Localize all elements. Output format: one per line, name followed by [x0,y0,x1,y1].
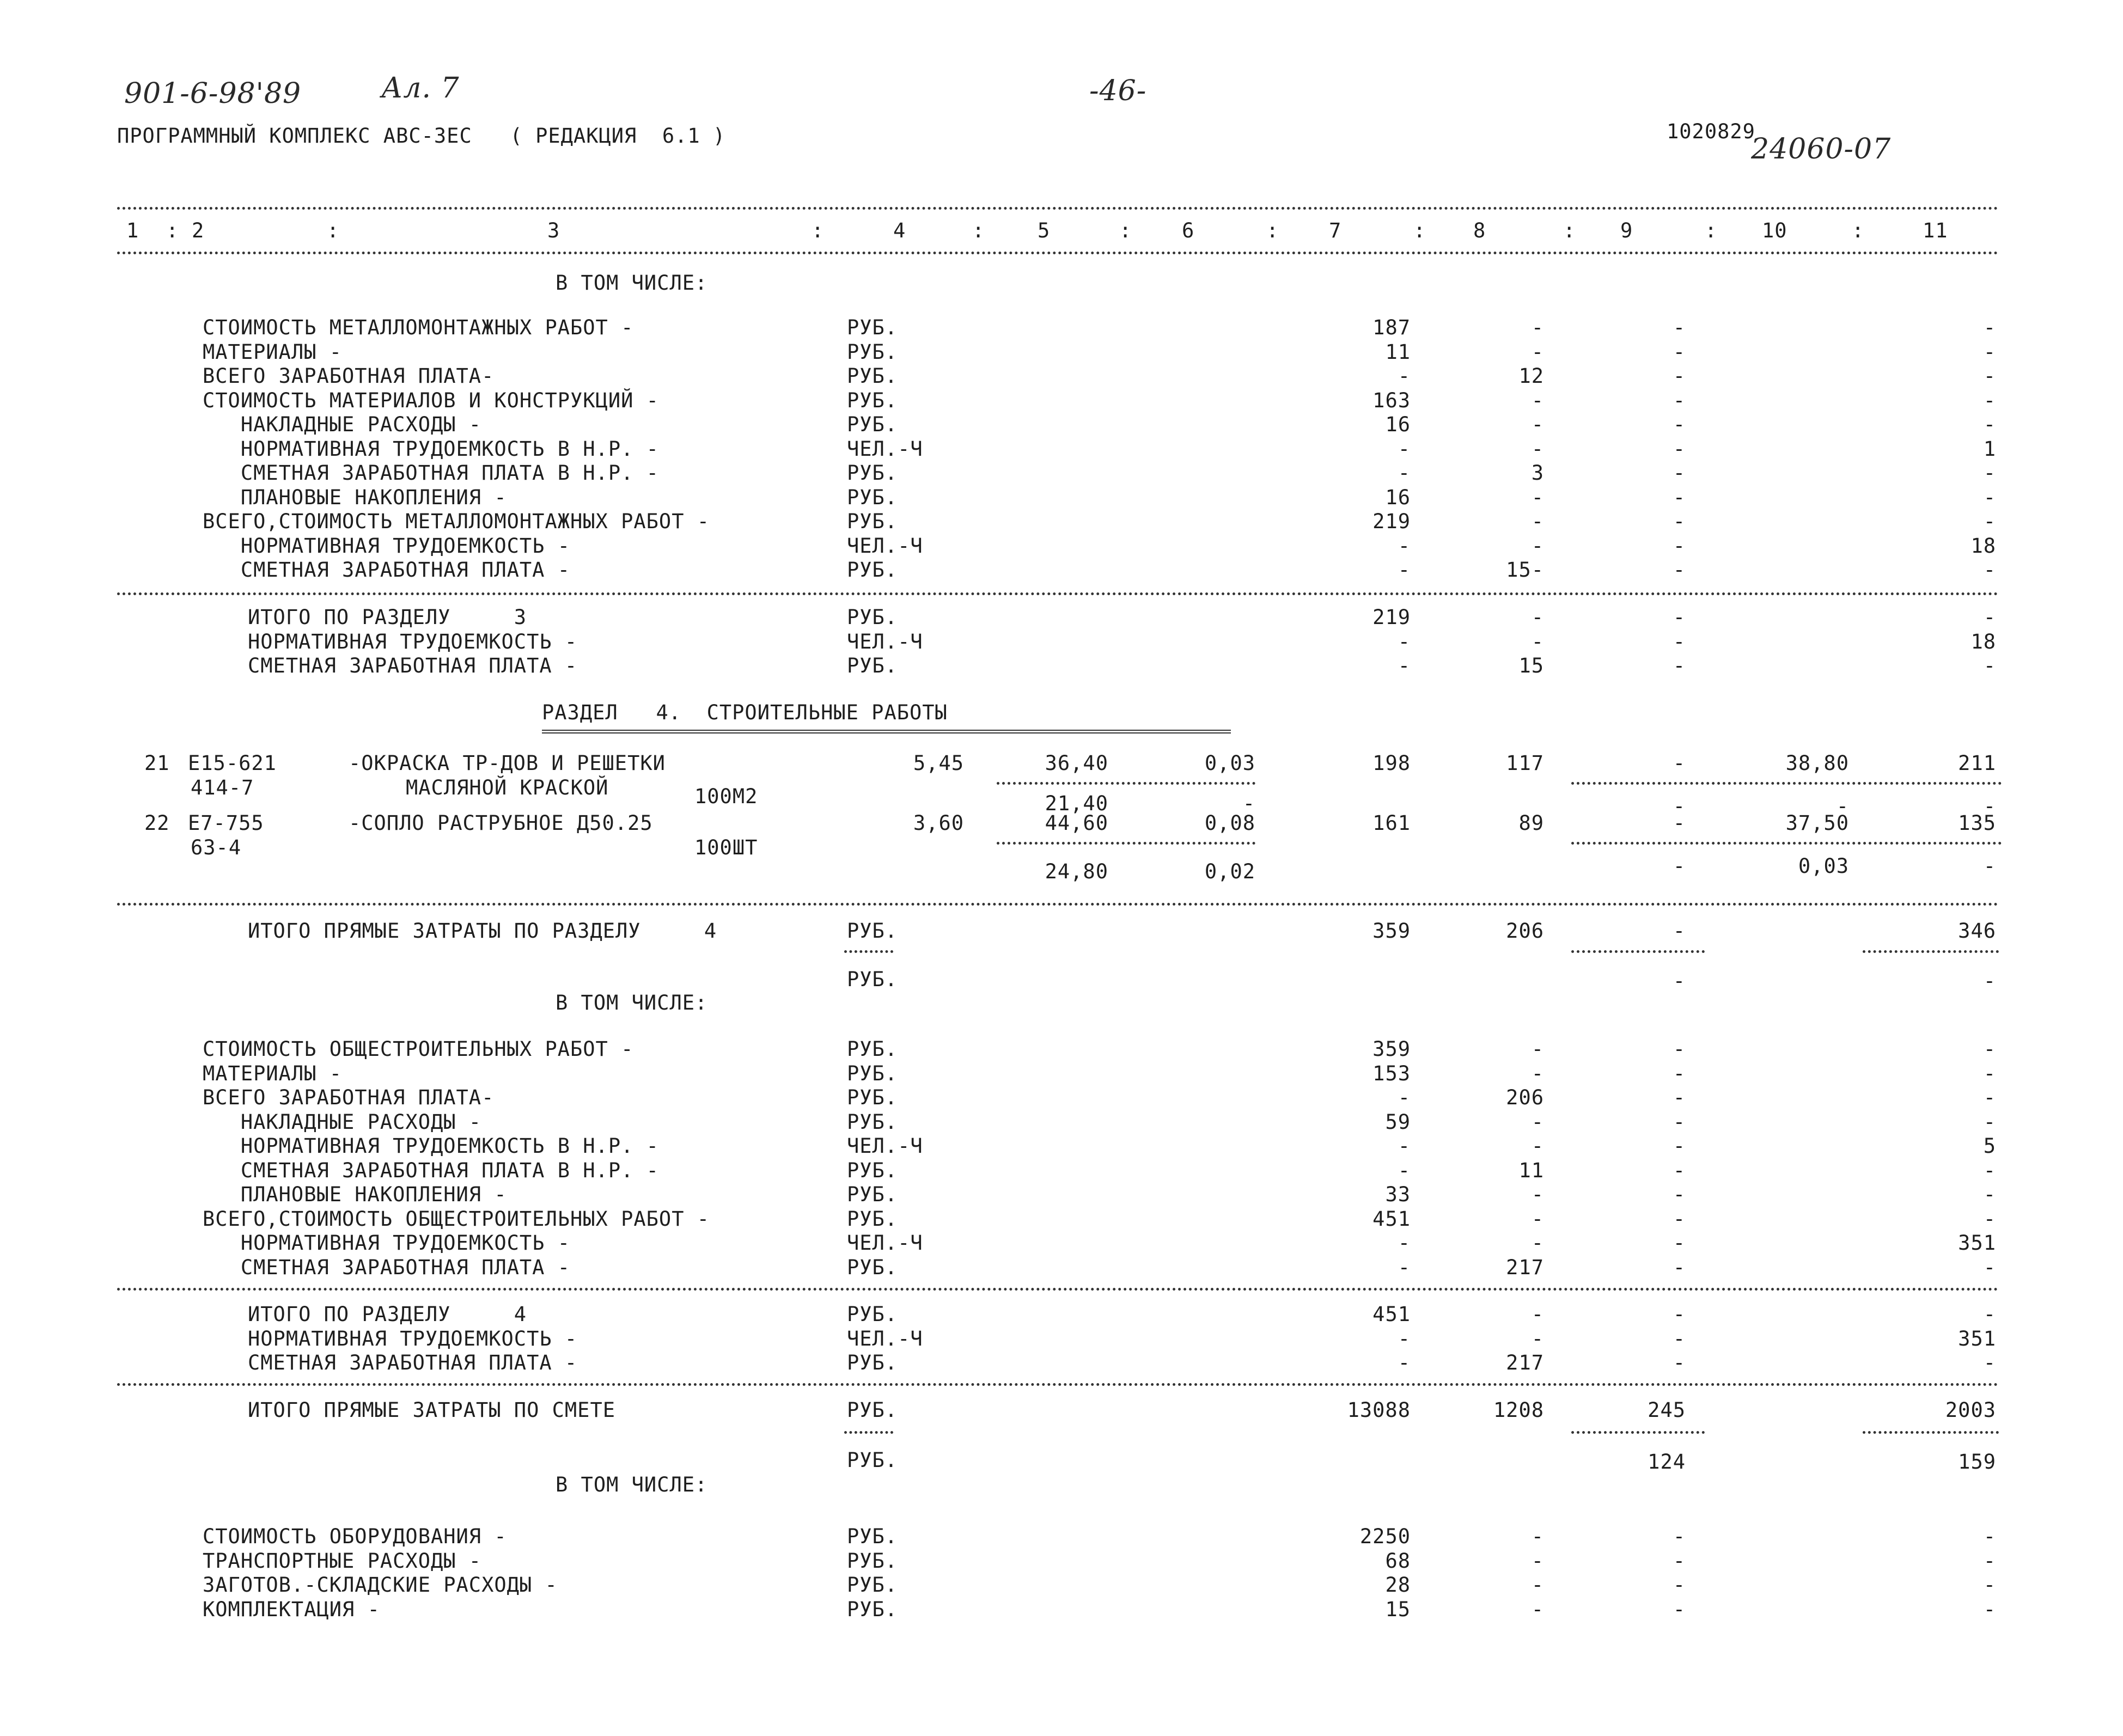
column-number: 2 [192,219,205,242]
row-label: СМЕТНАЯ ЗАРАБОТНАЯ ПЛАТА - [248,1351,578,1374]
cell-col9: - [1673,1037,1686,1061]
cell-col8: 217 [1506,1255,1544,1279]
row-unit: РУБ. [847,364,898,388]
cell-col9: - [1673,654,1686,677]
row-label: КОМПЛЕКТАЦИЯ - [203,1597,380,1621]
cell-col9: - [1673,1525,1686,1548]
cell-col11: 2003 [1945,1398,1996,1422]
cell-col7: - [1398,364,1411,388]
cell-col8: 89 [1518,811,1544,835]
column-number: 8 [1473,219,1486,242]
cell-col7: - [1398,1086,1411,1109]
subtotal-underline [1863,1431,1999,1434]
inventory-number: 24060-07 [1751,133,1892,166]
cell-col9: - [1673,919,1686,943]
item-number: 22 [144,811,170,835]
cell-col8: - [1531,1303,1544,1326]
document-code: 901-6-98'89 [124,77,302,110]
column-separator: : [166,219,179,242]
cell-col11b: - [1983,969,1996,993]
cell-col11: 5 [1983,1134,1996,1158]
cell-col11: - [1983,558,1996,582]
cell-col9: - [1673,485,1686,509]
cell-col8: - [1531,437,1544,461]
row-unit: РУБ. [847,1448,898,1472]
row-label: НОРМАТИВНАЯ ТРУДОЕМКОСТЬ - [248,1327,578,1350]
cell-col7: 187 [1372,316,1411,339]
row-label: СТОИМОСТЬ МАТЕРИАЛОВ И КОНСТРУКЦИЙ - [203,388,659,412]
row-label: НОРМАТИВНАЯ ТРУДОЕМКОСТЬ - [203,1231,571,1255]
cell-col11: - [1983,1207,1996,1231]
cell-col9b: - [1673,794,1686,818]
column-number: 11 [1923,219,1948,242]
section-divider [117,1288,1999,1291]
item-name: -ОКРАСКА ТР-ДОВ И РЕШЕТКИ [349,751,666,775]
row-unit: РУБ. [847,388,898,412]
row-unit: РУБ. [847,1573,898,1597]
cell-col8: - [1531,413,1544,436]
cell-col11: - [1983,413,1996,436]
section-divider [117,1383,1999,1386]
row-unit: РУБ. [847,485,898,509]
program-title: ПРОГРАММНЫЙ КОМПЛЕКС АВС-3ЕС ( РЕДАКЦИЯ 6.1 ) [117,124,726,148]
cell-col11: 351 [1958,1327,1996,1350]
row-label: НОРМАТИВНАЯ ТРУДОЕМКОСТЬ В Н.Р. - [203,437,659,461]
row-unit: РУБ. [847,1183,898,1206]
cell-col7: 68 [1385,1549,1411,1573]
cell-col8: - [1531,340,1544,364]
cell-col5: 36,40 [1045,751,1108,775]
cell-col9: - [1673,1549,1686,1573]
cell-qty: 3,60 [913,811,964,835]
cell-col8: 206 [1506,1086,1544,1109]
cell-col9: - [1673,1351,1686,1374]
cell-col7: - [1398,558,1411,582]
cell-col11: 1 [1983,437,1996,461]
cell-col9b: - [1673,969,1686,993]
row-unit: РУБ. [847,606,898,629]
row-label: ВСЕГО ЗАРАБОТНАЯ ПЛАТА- [203,1086,495,1109]
cell-col10: 38,80 [1785,751,1849,775]
row-label: НАКЛАДНЫЕ РАСХОДЫ - [203,1110,482,1134]
cell-col8: 217 [1506,1351,1544,1374]
column-separator: : [327,219,340,242]
header-rule-top [117,207,1999,210]
cell-col8: 117 [1506,751,1544,775]
cell-col7: - [1398,437,1411,461]
section-title-underline [542,730,1231,733]
column-separator: : [1852,219,1865,242]
item-code-2: 63-4 [191,835,242,859]
row-label: СТОИМОСТЬ ОБОРУДОВАНИЯ - [203,1525,507,1548]
cell-col8: - [1531,534,1544,558]
cell-col7: 219 [1372,510,1411,533]
cell-col8: - [1531,388,1544,412]
cell-col11: - [1983,654,1996,677]
row-unit: РУБ. [847,1398,898,1422]
cell-col9: - [1673,629,1686,653]
cell-col7: 2250 [1359,1525,1411,1548]
column-separator: : [972,219,985,242]
section-title: РАЗДЕЛ 4. СТРОИТЕЛЬНЫЕ РАБОТЫ [542,701,948,724]
subtotal-underline [997,782,1255,785]
cell-col9: - [1673,811,1686,835]
cell-col9: - [1673,1110,1686,1134]
cell-col9: - [1673,1597,1686,1621]
subtotal-underline [1863,950,1999,953]
cell-col8: - [1531,1573,1544,1597]
item-name-2: МАСЛЯНОЙ КРАСКОЙ [406,775,609,799]
row-label: НОРМАТИВНАЯ ТРУДОЕМКОСТЬ - [248,629,578,653]
cell-col11b: 159 [1958,1450,1996,1474]
row-unit: РУБ. [847,1549,898,1573]
cell-col6b: - [1242,792,1255,815]
cell-col11: - [1983,485,1996,509]
cell-col9: - [1673,1573,1686,1597]
cell-col9: - [1673,1231,1686,1255]
cell-col11: - [1983,461,1996,485]
cell-col5: 44,60 [1045,811,1108,835]
row-unit: РУБ. [847,1110,898,1134]
cell-col11: - [1983,510,1996,533]
cell-col7: 16 [1385,413,1411,436]
subtotal-underline [1571,782,2002,785]
row-unit: РУБ. [847,1158,898,1182]
cell-col9: - [1673,534,1686,558]
cell-col11: - [1983,1110,1996,1134]
row-unit: РУБ. [847,1061,898,1085]
cell-col7: 451 [1372,1207,1411,1231]
row-unit: РУБ. [847,1255,898,1279]
cell-col8: - [1531,629,1544,653]
cell-col11: - [1983,316,1996,339]
row-unit: РУБ. [847,340,898,364]
cell-col9: - [1673,1327,1686,1350]
cell-col8: 206 [1506,919,1544,943]
cell-col7: - [1398,1231,1411,1255]
item-code: Е15-621 [188,751,277,775]
row-label: СМЕТНАЯ ЗАРАБОТНАЯ ПЛАТА - [203,558,571,582]
cell-col11: - [1983,1158,1996,1182]
column-separator: : [1266,219,1279,242]
cell-col11: - [1983,1351,1996,1374]
cell-col8: - [1531,1207,1544,1231]
cell-col8: - [1531,1231,1544,1255]
cell-col9b: - [1673,854,1686,878]
cell-qty: 5,45 [913,751,964,775]
column-number: 6 [1182,219,1195,242]
cell-col7: - [1398,1255,1411,1279]
cell-col7: - [1398,534,1411,558]
row-unit: РУБ. [847,1597,898,1621]
cell-col5b: 21,40 [1045,792,1108,815]
item-unit: 100М2 [694,784,758,808]
cell-col11b: - [1983,794,1996,818]
cell-col11: - [1983,1597,1996,1621]
cell-col9: - [1673,413,1686,436]
cell-col8: - [1531,1061,1544,1085]
cell-col7: - [1398,461,1411,485]
row-unit: РУБ. [847,968,898,991]
cell-col9: - [1673,1158,1686,1182]
row-label: ТРАНСПОРТНЫЕ РАСХОДЫ - [203,1549,482,1573]
cell-col11: - [1983,1037,1996,1061]
row-label: НАКЛАДНЫЕ РАСХОДЫ - [203,413,482,436]
row-unit: РУБ. [847,1037,898,1061]
row-label: ВСЕГО ЗАРАБОТНАЯ ПЛАТА- [203,364,495,388]
row-unit: РУБ. [847,510,898,533]
row-label: ПЛАНОВЫЕ НАКОПЛЕНИЯ - [203,485,507,509]
row-unit: РУБ. [847,558,898,582]
cell-col11: - [1983,340,1996,364]
cell-col8: - [1531,316,1544,339]
cell-col8: 11 [1518,1158,1544,1182]
row-unit: РУБ. [847,1525,898,1548]
subtotal-underline [844,1431,893,1434]
cell-col7: 13088 [1347,1398,1411,1422]
row-label: ВСЕГО,СТОИМОСТЬ ОБЩЕСТРОИТЕЛЬНЫХ РАБОТ - [203,1207,710,1231]
row-label: СМЕТНАЯ ЗАРАБОТНАЯ ПЛАТА В Н.Р. - [203,461,659,485]
cell-col6b: 0,02 [1204,860,1255,883]
cell-col7: 359 [1372,1037,1411,1061]
cell-col9: - [1673,751,1686,775]
cell-col8: - [1531,1183,1544,1206]
subheading-in-that-number: В ТОМ ЧИСЛЕ: [556,991,708,1014]
row-label: СМЕТНАЯ ЗАРАБОТНАЯ ПЛАТА - [248,654,578,677]
cell-col9: - [1673,340,1686,364]
cell-col7: 161 [1372,811,1411,835]
cell-col7: 59 [1385,1110,1411,1134]
row-label: НОРМАТИВНАЯ ТРУДОЕМКОСТЬ В Н.Р. - [203,1134,659,1158]
row-label: НОРМАТИВНАЯ ТРУДОЕМКОСТЬ - [203,534,571,558]
cell-col10b: - [1836,794,1849,818]
item-code-2: 414-7 [191,775,254,799]
cell-col9: - [1673,437,1686,461]
page-number: -46- [1089,75,1147,107]
subheading-in-that-number: В ТОМ ЧИСЛЕ: [556,271,708,295]
row-label: СМЕТНАЯ ЗАРАБОТНАЯ ПЛАТА - [203,1255,571,1279]
row-label: СМЕТНАЯ ЗАРАБОТНАЯ ПЛАТА В Н.Р. - [203,1158,659,1182]
cell-col8: 15 [1518,654,1544,677]
cell-col9: - [1673,510,1686,533]
cell-col7: 451 [1372,1303,1411,1326]
cell-col11: - [1983,1549,1996,1573]
row-unit: РУБ. [847,1086,898,1109]
cell-col9: - [1673,1303,1686,1326]
row-unit: ЧЕЛ.-Ч [847,1231,923,1255]
item-name: -СОПЛО РАСТРУБНОЕ Д50.25 [349,811,653,835]
column-separator: : [1119,219,1132,242]
cell-col8: 15- [1506,558,1544,582]
cell-col6: 0,08 [1204,811,1255,835]
cell-col7: 219 [1372,606,1411,629]
cell-col8: - [1531,510,1544,533]
subtotal-underline [844,950,893,953]
cell-col7: 16 [1385,485,1411,509]
column-number: 9 [1620,219,1633,242]
column-separator: : [812,219,825,242]
cell-col8: - [1531,1549,1544,1573]
subtotal-underline [1571,842,2002,845]
cell-col7: 153 [1372,1061,1411,1085]
cell-col11: 18 [1971,534,1996,558]
row-unit: РУБ. [847,413,898,436]
cell-col11: 351 [1958,1231,1996,1255]
section-divider [117,903,1999,906]
cell-col7: 33 [1385,1183,1411,1206]
cell-col8: 3 [1531,461,1544,485]
column-separator: : [1413,219,1426,242]
row-unit: РУБ. [847,1207,898,1231]
subheading-in-that-number: В ТОМ ЧИСЛЕ: [556,1473,708,1496]
cell-col5b: 24,80 [1045,860,1108,883]
cell-col7: 28 [1385,1573,1411,1597]
row-label: МАТЕРИАЛЫ - [203,1061,343,1085]
row-label: ИТОГО ПО РАЗДЕЛУ 3 [248,606,527,629]
cell-col11: - [1983,1183,1996,1206]
row-unit: ЧЕЛ.-Ч [847,1327,923,1350]
cell-col11b: - [1983,854,1996,878]
cell-col9: - [1673,1086,1686,1109]
cell-col7: 163 [1372,388,1411,412]
row-label: ВСЕГО,СТОИМОСТЬ МЕТАЛЛОМОНТАЖНЫХ РАБОТ - [203,510,710,533]
cell-col7: - [1398,1134,1411,1158]
cell-col7: 11 [1385,340,1411,364]
item-unit: 100ШТ [694,835,758,859]
cell-col9: - [1673,316,1686,339]
row-label: МАТЕРИАЛЫ - [203,340,343,364]
cell-col9: - [1673,388,1686,412]
cell-col8: - [1531,1597,1544,1621]
cell-col11: - [1983,1303,1996,1326]
sheet-number: Ал. 7 [381,72,460,105]
column-number: 10 [1762,219,1788,242]
row-unit: РУБ. [847,1351,898,1374]
column-number: 1 [126,219,139,242]
row-unit: РУБ. [847,919,898,943]
cell-col9: - [1673,1255,1686,1279]
cell-col10: 37,50 [1785,811,1849,835]
cell-col9: - [1673,1134,1686,1158]
cell-col8: - [1531,1327,1544,1350]
cell-col11: - [1983,1061,1996,1085]
cell-col11: - [1983,1086,1996,1109]
item-code: Е7-755 [188,811,264,835]
cell-col9: - [1673,364,1686,388]
cell-col9b: 124 [1648,1450,1686,1474]
cell-col8: - [1531,606,1544,629]
column-number: 3 [547,219,560,242]
column-number: 7 [1329,219,1342,242]
row-unit: ЧЕЛ.-Ч [847,1134,923,1158]
cell-col8: - [1531,1037,1544,1061]
subtotal-underline [1571,950,1705,953]
column-separator: : [1563,219,1576,242]
row-unit: ЧЕЛ.-Ч [847,629,923,653]
cell-col11: - [1983,1255,1996,1279]
cell-col8: 1208 [1493,1398,1544,1422]
cell-col9: - [1673,461,1686,485]
cell-col9: 245 [1648,1398,1686,1422]
column-number: 5 [1038,219,1051,242]
cell-col7: - [1398,1158,1411,1182]
cell-col7: - [1398,1327,1411,1350]
cell-col11: - [1983,1573,1996,1597]
cell-col9: - [1673,1061,1686,1085]
column-separator: : [1705,219,1718,242]
cell-col11: 211 [1958,751,1996,775]
cell-col9: - [1673,558,1686,582]
cell-col8: - [1531,1525,1544,1548]
row-label: ЗАГОТОВ.-СКЛАДСКИЕ РАСХОДЫ - [203,1573,558,1597]
cell-col7: 359 [1372,919,1411,943]
cell-col7: - [1398,1351,1411,1374]
row-unit: ЧЕЛ.-Ч [847,534,923,558]
row-label: ИТОГО ПРЯМЫЕ ЗАТРАТЫ ПО РАЗДЕЛУ 4 [248,919,717,943]
column-number: 4 [893,219,906,242]
cell-col11: 135 [1958,811,1996,835]
row-label: ИТОГО ПО РАЗДЕЛУ 4 [248,1303,527,1326]
cell-col8: 12 [1518,364,1544,388]
cell-col8: - [1531,1134,1544,1158]
cell-col11: - [1983,388,1996,412]
row-unit: РУБ. [847,461,898,485]
item-number: 21 [144,751,170,775]
cell-col7: 15 [1385,1597,1411,1621]
cell-col7: 198 [1372,751,1411,775]
cell-col8: - [1531,485,1544,509]
header-rule-bottom [117,252,1999,254]
cell-col9: - [1673,606,1686,629]
row-label: СТОИМОСТЬ МЕТАЛЛОМОНТАЖНЫХ РАБОТ - [203,316,634,339]
row-unit: РУБ. [847,654,898,677]
section-divider [117,592,1999,595]
subtotal-underline [997,842,1255,845]
document-id: 1020829 [1667,120,1755,143]
cell-col11: - [1983,364,1996,388]
row-label: ПЛАНОВЫЕ НАКОПЛЕНИЯ - [203,1183,507,1206]
subtotal-underline [1571,1431,1705,1434]
row-unit: РУБ. [847,316,898,339]
row-label: СТОИМОСТЬ ОБЩЕСТРОИТЕЛЬНЫХ РАБОТ - [203,1037,634,1061]
cell-col11: 346 [1958,919,1996,943]
row-label: ИТОГО ПРЯМЫЕ ЗАТРАТЫ ПО СМЕТЕ [248,1398,616,1422]
cell-col8: - [1531,1110,1544,1134]
cell-col11: - [1983,606,1996,629]
cell-col10b: 0,03 [1798,854,1849,878]
cell-col11: - [1983,1525,1996,1548]
cell-col6: 0,03 [1204,751,1255,775]
row-unit: РУБ. [847,1303,898,1326]
cell-col11: 18 [1971,629,1996,653]
cell-col7: - [1398,654,1411,677]
cell-col9: - [1673,1183,1686,1206]
cell-col9: - [1673,1207,1686,1231]
cell-col7: - [1398,629,1411,653]
row-unit: ЧЕЛ.-Ч [847,437,923,461]
